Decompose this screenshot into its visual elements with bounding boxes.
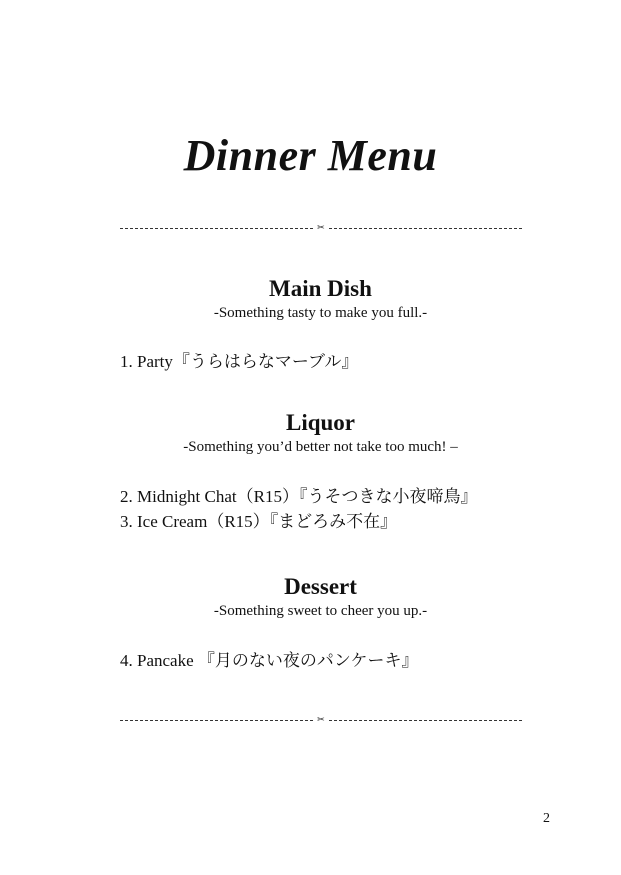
menu-title: Dinner Menu <box>183 131 438 180</box>
menu-item: 2. Midnight Chat（R15）『うそつきな小夜啼鳥』 <box>120 487 478 506</box>
menu-item: 3. Ice Cream（R15）『まどろみ不在』 <box>120 512 398 531</box>
divider-dash-left <box>120 720 313 721</box>
scissors-icon: ✂ <box>317 713 325 727</box>
menu-item: 4. Pancake 『月のない夜のパンケーキ』 <box>120 651 419 670</box>
scissors-icon: ✂ <box>317 221 325 235</box>
top-divider <box>120 219 522 237</box>
section-subtitle-dessert: -Something sweet to cheer you up.- <box>213 603 428 619</box>
divider-dash-left <box>120 228 313 229</box>
section-subtitle-liquor: -Something you’d better not take too much! – <box>183 439 458 455</box>
menu-item: 1. Party『うらはらなマーブル』 <box>120 352 359 371</box>
section-subtitle-main-dish: -Something tasty to make you full.- <box>213 305 428 321</box>
divider-dash-right <box>329 720 522 721</box>
page-number: 2 <box>543 811 550 826</box>
bottom-divider <box>120 711 522 729</box>
section-heading-main-dish: Main Dish <box>269 276 372 301</box>
section-heading-dessert: Dessert <box>284 574 357 599</box>
section-heading-liquor: Liquor <box>285 410 356 435</box>
divider-dash-right <box>329 228 522 229</box>
